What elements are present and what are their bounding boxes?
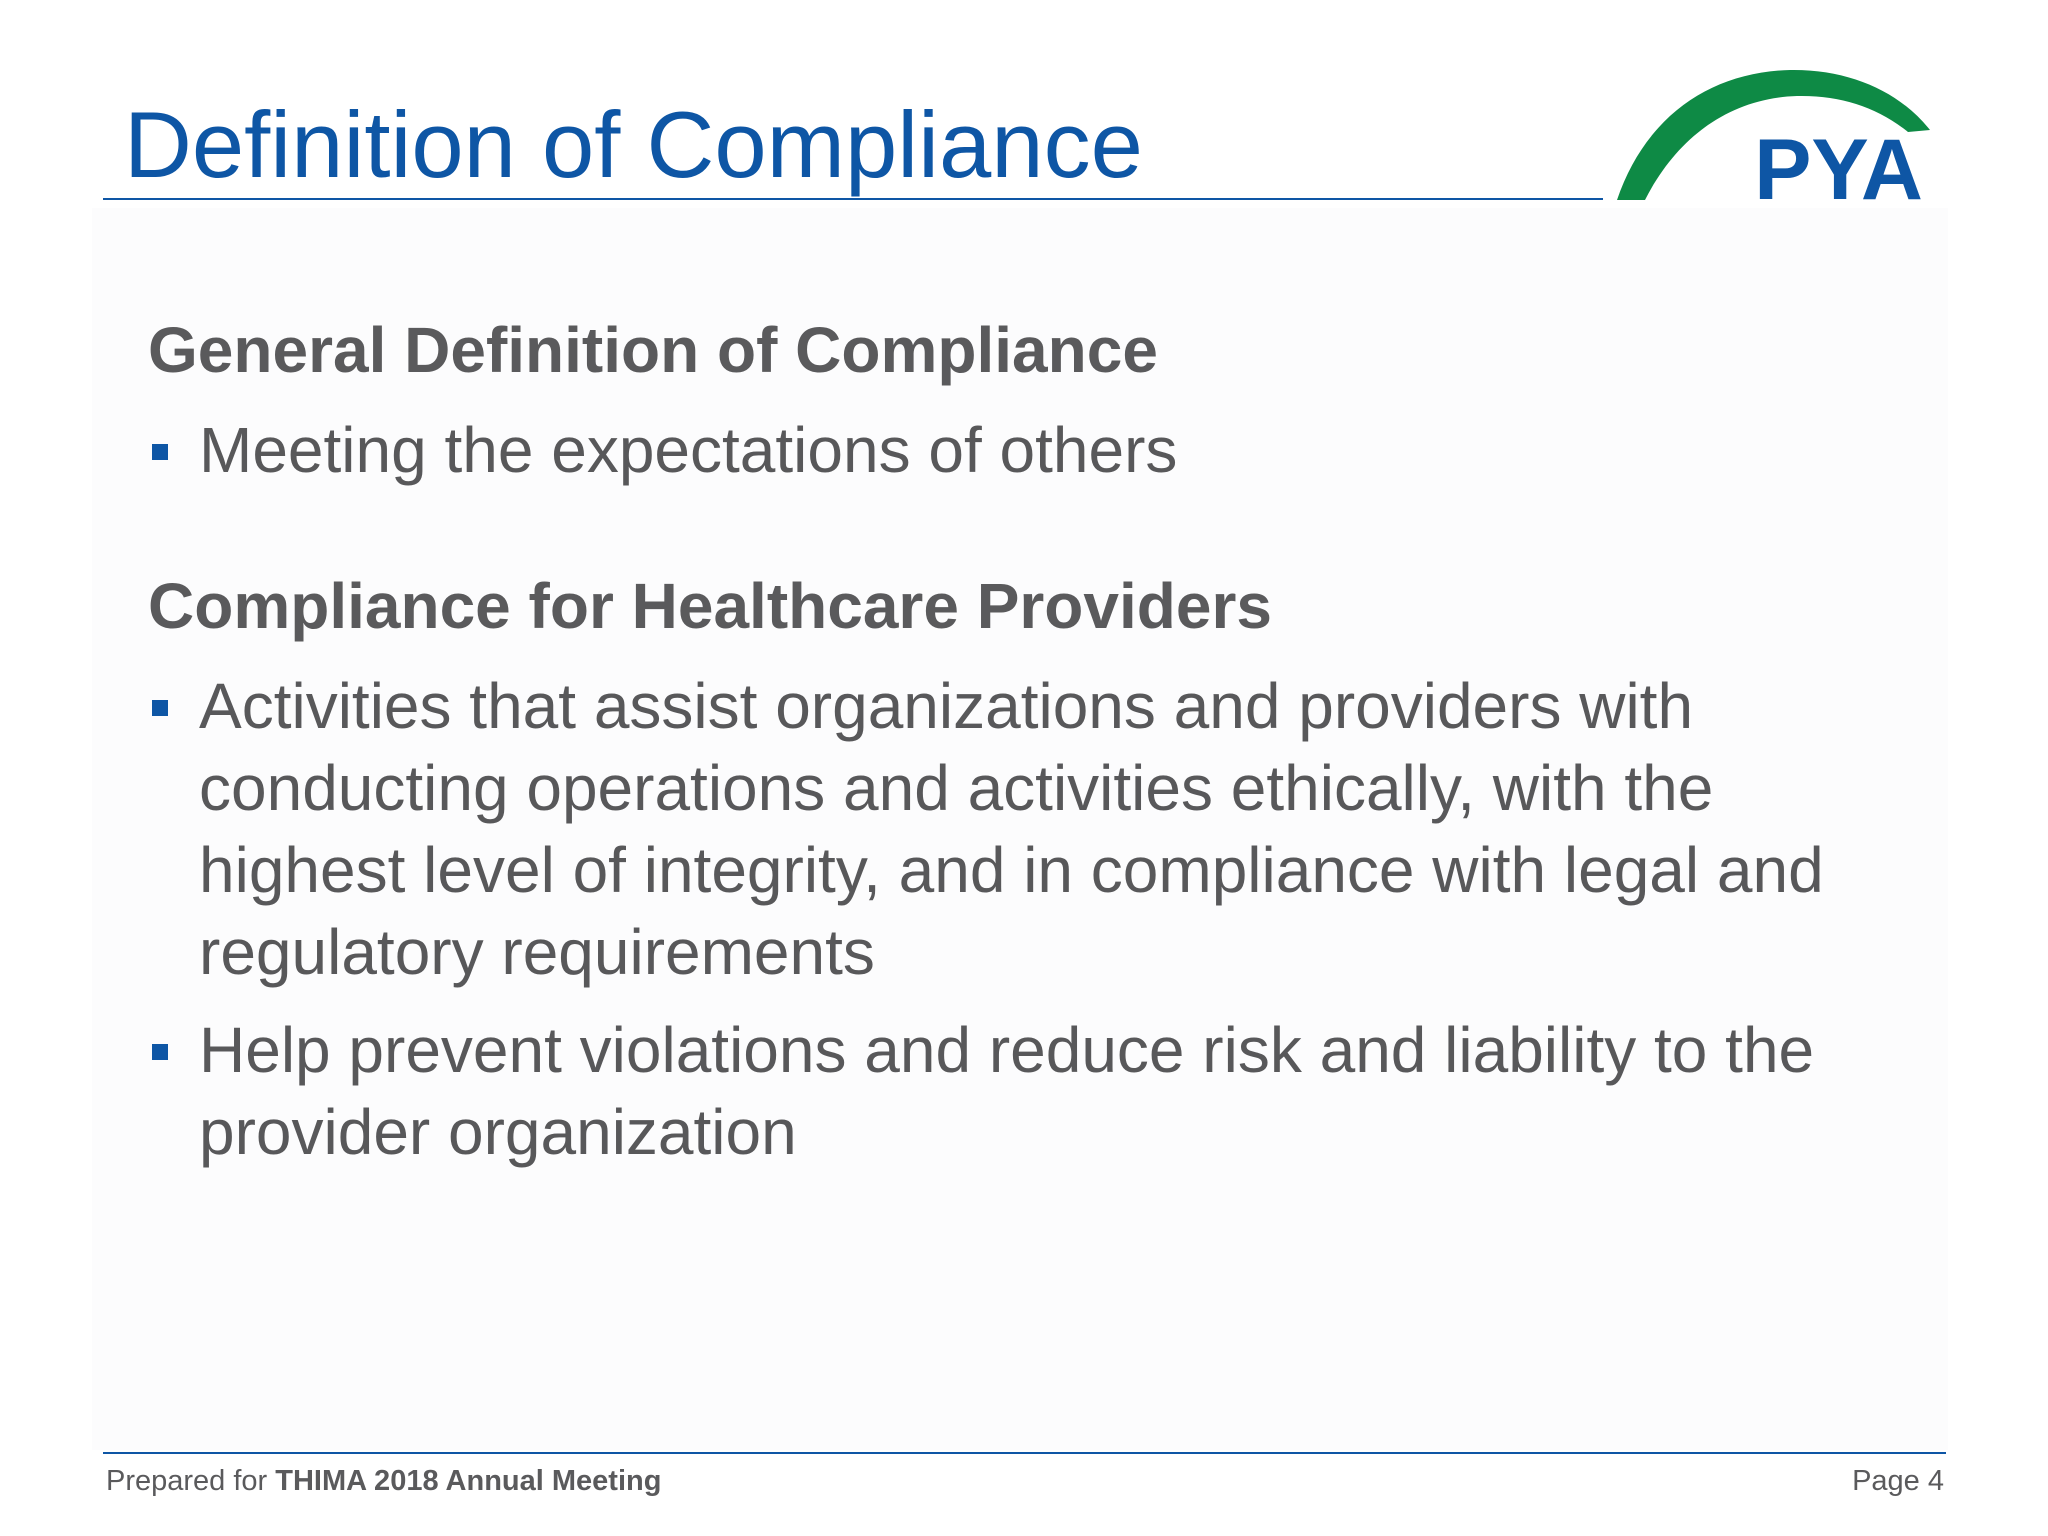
section-heading-healthcare: Compliance for Healthcare Providers xyxy=(148,570,1272,642)
logo-graphic xyxy=(1615,62,1945,204)
footer-event: THIMA 2018 Annual Meeting xyxy=(275,1465,662,1497)
list-item xyxy=(148,409,1868,491)
slide-title: Definition of Compliance xyxy=(124,92,1143,197)
logo-wordmark: PYA xyxy=(1754,122,1923,204)
section-heading-general: General Definition of Compliance xyxy=(148,314,1158,386)
footer-divider xyxy=(103,1452,1946,1454)
footer-prepared-for xyxy=(106,1464,661,1498)
bullet-square-icon xyxy=(152,444,168,460)
list-item xyxy=(148,1009,1868,1173)
title-divider xyxy=(103,198,1603,200)
bullet-text: Activities that assist organizations and providers with conducting operations and activities ethically, with the highest level of integrity, and in compliance with legal and regulatory requirements xyxy=(199,670,1824,988)
pya-logo xyxy=(1615,62,1945,204)
page-number: Page 4 xyxy=(1852,1465,1944,1497)
bullet-text: Meeting the expectations of others xyxy=(199,414,1178,486)
bullet-square-icon xyxy=(152,1044,168,1060)
bullet-square-icon xyxy=(152,700,168,716)
footer-prefix: Prepared for xyxy=(106,1465,268,1497)
bullet-text: Help prevent violations and reduce risk and liability to the provider organization xyxy=(199,1014,1815,1168)
list-item xyxy=(148,665,1868,993)
